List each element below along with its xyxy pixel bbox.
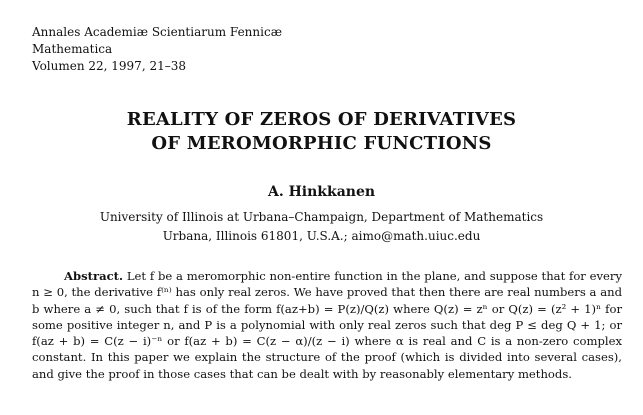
- abstract-text: Let f be a meromorphic non-entire function in the plane, and suppose that for every n ≥ 0, the derivative f⁽ⁿ⁾ has only real zeros. We have proved that then there are real numbers a and b where a ≠ 0, such that f is of the form f(az+b) = P(z)/Q(z) where Q(z) = zⁿ or Q(z) = (z² + 1)ⁿ for some positive integer n, and P is a polynomial with only real zeros such that deg P ≤ deg Q + 1; or f(az + b) = C(z − i)⁻ⁿ or f(az + b) = C(z − α)/(z − i) where α is real and C is a non-zero complex constant. In this paper we explain the structure of the proof (which is divided into several cases), and give the proof in those cases that can be dealt with by reasonably elementary methods.: [32, 269, 623, 381]
- author-affiliation: [0, 208, 643, 246]
- paper-title-line-1: REALITY OF ZEROS OF DERIVATIVES: [126, 109, 517, 130]
- paper-title: [0, 108, 643, 156]
- journal-header: [32, 24, 282, 75]
- abstract-heading: Abstract.: [64, 269, 124, 283]
- journal-series: Mathematica: [32, 42, 113, 56]
- paper-title-line-2: OF MEROMORPHIC FUNCTIONS: [151, 133, 492, 154]
- affiliation-line-1: University of Illinois at Urbana–Champaign, Department of Mathematics: [99, 210, 544, 224]
- affiliation-line-2: Urbana, Illinois 61801, U.S.A.; aimo@math.uiuc.edu: [162, 229, 481, 243]
- journal-name: Annales Academiæ Scientiarum Fennicæ: [32, 25, 282, 39]
- abstract: [32, 268, 622, 382]
- journal-volume: Volumen 22, 1997, 21–38: [32, 59, 186, 73]
- author-name: A. Hinkkanen: [267, 184, 376, 200]
